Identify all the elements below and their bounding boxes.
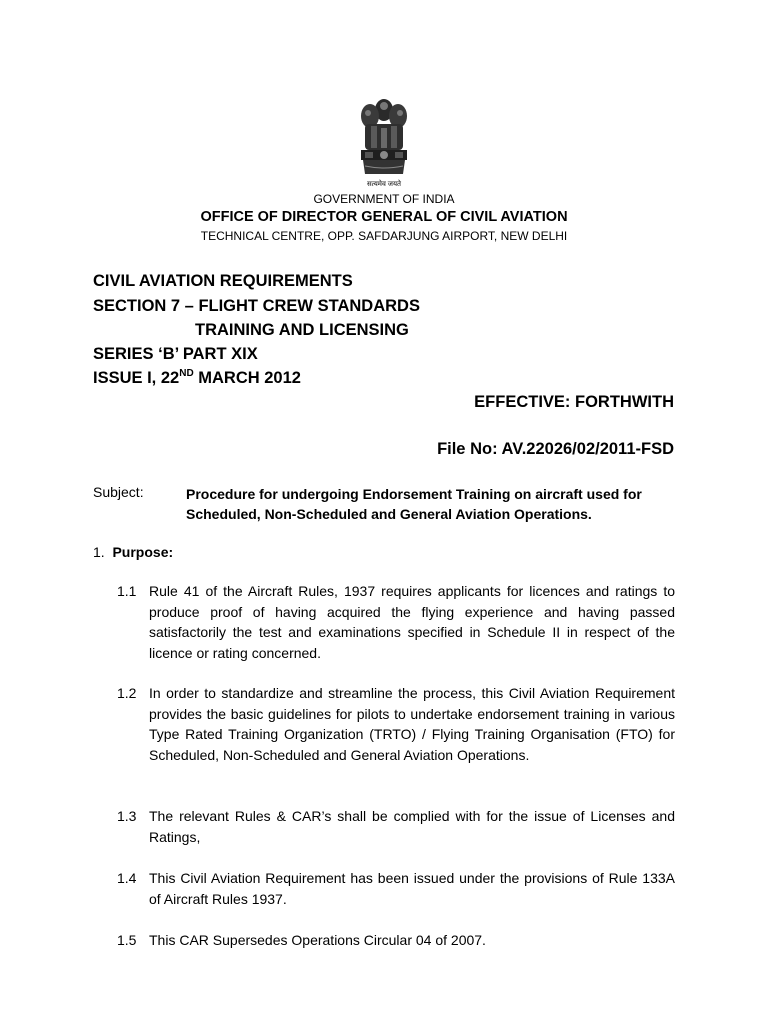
paragraph-number: 1.5: [117, 932, 137, 948]
section-number: 1.: [93, 544, 105, 560]
paragraph: [117, 581, 675, 663]
national-emblem-icon: [353, 96, 415, 192]
issue-ordinal: ND: [179, 368, 194, 379]
doc-series: SERIES ‘B’ PART XIX: [93, 345, 258, 363]
office-title: OFFICE OF DIRECTOR GENERAL OF CIVIL AVIATION: [200, 209, 568, 225]
section-title: Purpose:: [112, 544, 174, 560]
issue-prefix: ISSUE I, 22: [93, 369, 180, 387]
paragraph: [117, 868, 675, 909]
paragraph-number: 1.2: [117, 685, 137, 701]
paragraph: [117, 683, 675, 765]
file-number: File No: AV.22026/02/2011-FSD: [437, 440, 674, 458]
subject-text: Procedure for undergoing Endorsement Training on aircraft used for Scheduled, Non-Scheduled and General Aviation Operations.: [186, 486, 642, 522]
subject-label: Subject:: [93, 484, 144, 500]
effective-date: EFFECTIVE: FORTHWITH: [474, 393, 674, 411]
issue-suffix: MARCH 2012: [193, 369, 301, 387]
paragraph: [117, 930, 675, 951]
office-address: TECHNICAL CENTRE, OPP. SAFDARJUNG AIRPORT, NEW DELHI: [200, 229, 568, 243]
paragraph-number: 1.4: [117, 870, 137, 886]
paragraph-text: This CAR Supersedes Operations Circular 04 of 2007.: [149, 932, 486, 948]
paragraph: [117, 806, 675, 847]
paragraph-text: The relevant Rules & CAR’s shall be complied with for the issue of Licenses and Ratings,: [149, 808, 675, 845]
doc-title-line3: TRAINING AND LICENSING: [195, 321, 409, 339]
emblem-motto: सत्यमेव जयते: [366, 181, 402, 188]
paragraph-text: Rule 41 of the Aircraft Rules, 1937 requires applicants for licences and ratings to produce proof of having acquired the flying experience and having passed satisfactorily the test and examinations specified in Schedule II in respect of the licence or rating concerned.: [149, 583, 675, 661]
paragraph-number: 1.1: [117, 583, 137, 599]
paragraph-text: This Civil Aviation Requirement has been issued under the provisions of Rule 133A of Aircraft Rules 1937.: [149, 870, 675, 907]
doc-title-line2: SECTION 7 – FLIGHT CREW STANDARDS: [93, 297, 420, 315]
government-label: GOVERNMENT OF INDIA: [313, 192, 455, 206]
paragraph-text: In order to standardize and streamline the process, this Civil Aviation Requirement provides the basic guidelines for pilots to undertake endorsement training in various Type Rated Training Organization (TRTO) / Flying Training Organisation (FTO) for Scheduled, Non-Scheduled and General Aviation Operations.: [149, 685, 675, 763]
doc-issue: [93, 369, 301, 388]
paragraph-number: 1.3: [117, 808, 137, 824]
section-heading: [93, 544, 173, 560]
doc-title-line1: CIVIL AVIATION REQUIREMENTS: [93, 272, 353, 290]
